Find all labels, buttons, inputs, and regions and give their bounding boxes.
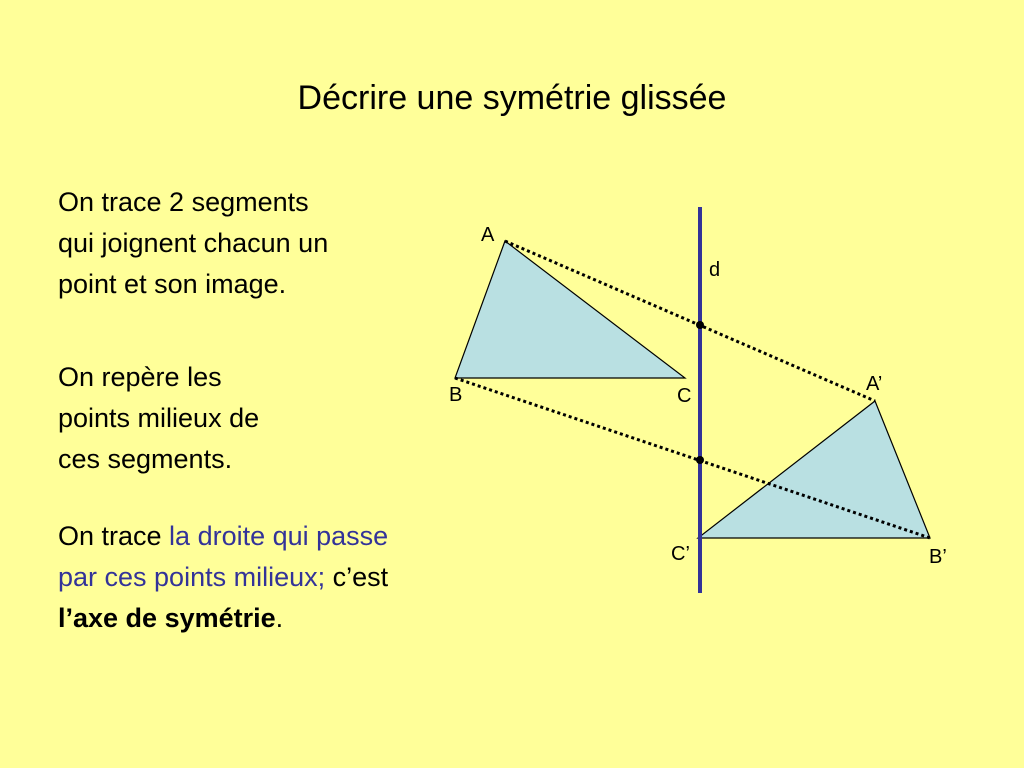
text-line: On repère les	[58, 362, 222, 392]
label-a-prime: A’	[866, 373, 883, 395]
slide-title: Décrire une symétrie glissée	[297, 79, 727, 117]
text-line: point et son image.	[58, 269, 287, 299]
midpoint-1	[696, 321, 704, 329]
text-line: ces segments.	[58, 444, 233, 474]
highlight-text: par ces points milieux;	[58, 562, 326, 592]
plain-text: .	[275, 603, 284, 633]
plain-text: c’est	[325, 562, 389, 592]
bold-text: l’axe de symétrie	[58, 603, 276, 633]
text-line: qui joignent chacun un	[58, 228, 329, 258]
text-line: On trace 2 segments	[58, 187, 309, 217]
plain-text: On trace	[58, 521, 170, 551]
label-c: C	[677, 385, 692, 407]
text-line: points milieux de	[58, 403, 260, 433]
label-axis-d: d	[709, 259, 721, 281]
midpoint-2	[696, 456, 704, 464]
triangle-abc	[455, 241, 685, 378]
highlight-text: la droite qui passe	[169, 521, 389, 551]
label-b-prime: B’	[929, 546, 947, 568]
label-b: B	[449, 384, 463, 406]
triangle-image	[698, 401, 930, 538]
label-a: A	[481, 224, 495, 246]
label-c-prime: C’	[671, 543, 690, 565]
